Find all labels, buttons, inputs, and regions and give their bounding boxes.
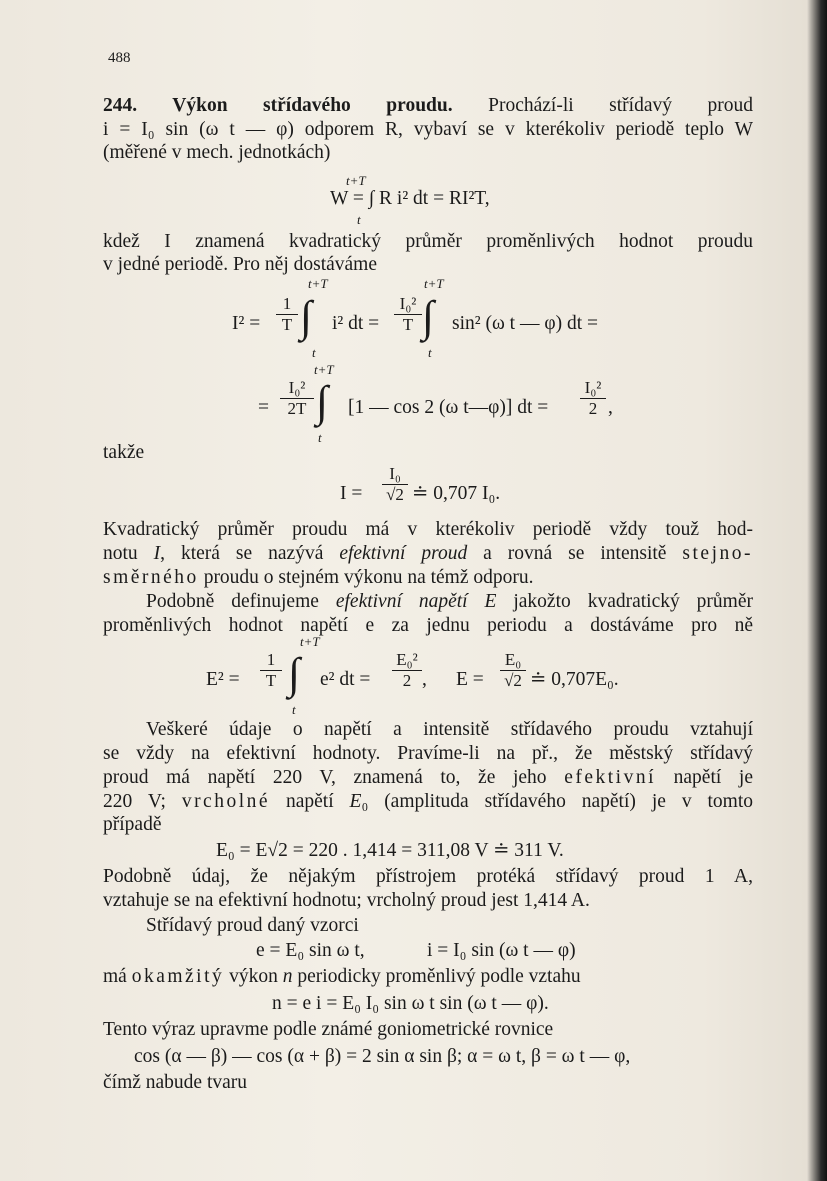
paragraph-line: Podobně definujeme efektivní napětí E jakožto kvadratický průměr [146,591,753,612]
eq3-lower-limit: t [318,430,322,445]
paragraph-line: čímž nabude tvaru [103,1072,248,1093]
eq2-lower-limit-1: t [312,345,316,360]
eq5-lower-limit: t [292,702,296,717]
intro-line-3: (měřené v mech. jednotkách) [103,142,331,163]
integral-sign: ∫ [316,377,329,426]
eq5-upper-limit: t+T [300,634,320,649]
word-takze: takže [103,442,145,463]
eq2-lhs: I² = [232,313,261,334]
equation-peak-voltage: E₀ = E√2 = 220 . 1,414 = 311,08 V ≐ 311 V. [216,840,564,861]
eq1-upper-limit: t+T [346,173,366,188]
eq3-body: [1 — cos 2 (ω t—φ)] dt = [348,397,549,418]
section-intro-line: 244. Výkon střídavého proudu. Prochází-li střídavý proud [103,95,753,116]
paragraph-line: kdež I znamená kvadratický průměr proměnlivých hodnot proudu [103,231,753,252]
page-number: 488 [108,50,131,66]
paragraph-line: proměnlivých hodnot napětí e za jednu periodu a dostáváme pro ně [103,615,753,636]
eq3-result-fraction: $\frac{\text{I₀²}}{2}$ [580,378,606,419]
eq1-lower-limit: t [357,212,361,227]
eq3-equals: = [258,397,269,418]
eq3-end: , [608,397,613,418]
paragraph-line: směrného proudu o stejném výkonu na témž odporu. [103,567,534,588]
eq2-fraction-1: $\frac{1}{T}$ [276,294,298,335]
eq3-upper-limit: t+T [314,362,334,377]
eq2-upper-limit-1: t+T [308,276,328,291]
paragraph-line: vztahuje se na efektivní hodnotu; vrcholný proud jest 1,414 A. [103,890,590,911]
eq5-fraction-1: $\frac{1}{T}$ [260,650,282,691]
paragraph-line: Podobně údaj, že nějakým přístrojem protéká střídavý proud 1 A, [103,866,753,887]
eq5-sep: , [422,669,427,690]
eq4-rhs: ≐ 0,707 I₀. [412,483,501,504]
page-shadow-edge [807,0,827,1181]
eq5-fraction-2: $\frac{\text{E₀²}}{2}$ [392,650,422,691]
paragraph-line: má okamžitý výkon n periodicky proměnlivý podle vztahu [103,966,581,987]
eq2-lower-limit-2: t [428,345,432,360]
eq5-mid: e² dt = [320,669,371,690]
eq5-lhs2: E = [456,669,484,690]
intro-line-2: i = I₀ sin (ω t — φ) odporem R, vybaví se v kterékoliv periodě teplo W [103,119,753,140]
equation-power: n = e i = E₀ I₀ sin ω t sin (ω t — φ). [272,993,549,1014]
paragraph-line: Tento výraz upravme podle známé goniometrické rovnice [103,1019,554,1040]
paragraph-line: proud má napětí 220 V, znamená to, že jeho efektivní napětí je [103,767,753,788]
eq4-lhs: I = [340,483,363,504]
eq2-fraction-2: $\frac{\text{I₀²}}{T}$ [394,294,422,335]
paragraph-line: v jedné periodě. Pro něj dostáváme [103,254,377,275]
eq5-lhs: E² = [206,669,240,690]
equation-current: i = I₀ sin (ω t — φ) [427,940,576,961]
equation-trig-identity: cos (α — β) — cos (α + β) = 2 sin α sin β; α = ω t, β = ω t — φ, [134,1046,631,1067]
eq2-rhs: sin² (ω t — φ) dt = [452,313,599,334]
eq2-upper-limit-2: t+T [424,276,444,291]
paragraph-line: se vždy na efektivní hodnoty. Pravíme-li na př., že městský střídavý [103,743,753,764]
eq4-fraction: $\frac{\text{I₀}}{√2}$ [382,464,408,505]
eq2-mid: i² dt = [332,313,380,334]
paragraph-line: případě [103,814,162,835]
paragraph-line: notu I, která se nazývá efektivní proud a rovná se intensitě stejno- [103,543,753,564]
equation-voltage: e = E₀ sin ω t, [256,940,365,961]
eq5-fraction-3: $\frac{\text{E₀}}{√2}$ [500,650,526,691]
eq3-fraction: $\frac{\text{I₀²}}{2T}$ [280,378,314,419]
paragraph-line: 220 V; vrcholné napětí E₀ (amplituda střídavého napětí) je v tomto [103,791,753,812]
eq5-rhs: ≐ 0,707E₀. [530,669,619,690]
paragraph-line: Kvadratický průměr proudu má v kterékoliv periodě vždy touž hod- [103,519,753,540]
paragraph-line: Střídavý proud daný vzorci [146,915,359,936]
integral-sign: ∫ [288,649,301,698]
paragraph-line: Veškeré údaje o napětí a intensitě střídavého proudu vztahují [146,719,753,740]
section-heading: 244. Výkon střídavého proudu. [103,95,453,116]
integral-sign: ∫ [300,292,313,341]
equation-work: W = ∫ R i² dt = RI²T, [330,188,490,209]
integral-sign: ∫ [422,292,435,341]
